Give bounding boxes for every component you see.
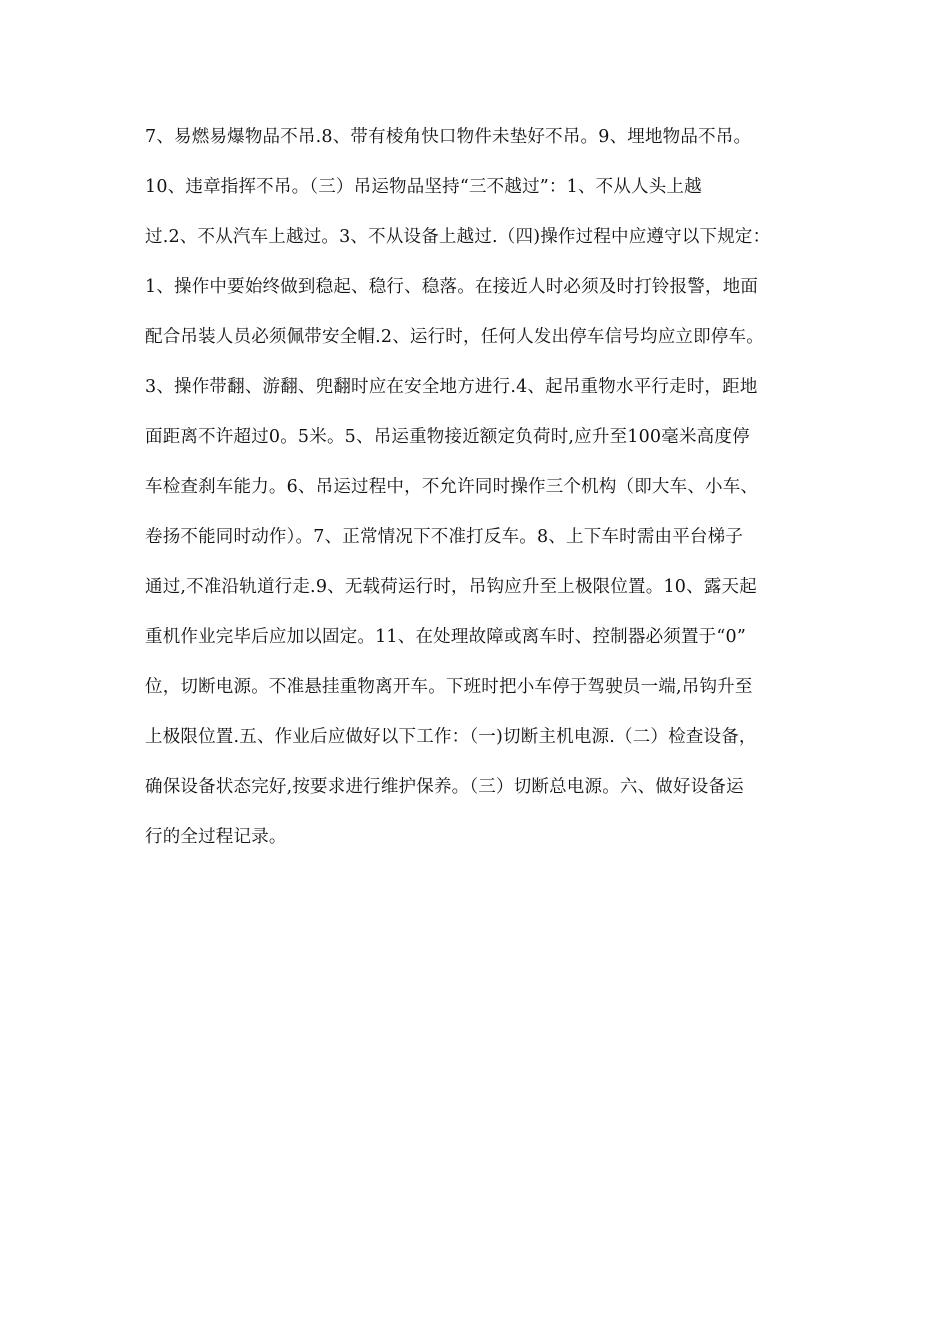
text-line: 10、违章指挥不吊。（三）吊运物品坚持“三不越过”：1、不从人头上越	[145, 177, 702, 197]
text-line: 过.2、不从汽车上越过。3、不从设备上越过.（四)操作过程中应遵守以下规定：	[145, 227, 771, 247]
text-line: 位，切断电源。不准悬挂重物离开车。下班时把小车停于驾驶员一端,吊钩升至	[145, 677, 753, 697]
text-line: 配合吊装人员必须佩带安全帽.2、运行时，任何人发出停车信号均应立即停车。	[145, 327, 764, 347]
text-line: 通过,不准沿轨道行走.9、无载荷运行时，吊钩应升至上极限位置。10、露天起	[145, 577, 757, 597]
text-line: 行的全过程记录。	[145, 827, 287, 847]
text-line: 确保设备状态完好,按要求进行维护保养。（三）切断总电源。六、做好设备运	[145, 777, 744, 797]
text-line: 1、操作中要始终做到稳起、稳行、稳落。在接近人时必须及时打铃报警，地面	[145, 277, 759, 297]
text-line: 7、易燃易爆物品不吊.8、带有棱角快口物件未垫好不吊。9、埋地物品不吊。	[145, 127, 752, 147]
text-line: 3、操作带翻、游翻、兜翻时应在安全地方进行.4、起吊重物水平行走时，距地	[145, 377, 758, 397]
text-line: 车检查刹车能力。6、吊运过程中，不允许同时操作三个机构（即大车、小车、	[145, 477, 759, 497]
text-line: 上极限位置.五、作业后应做好以下工作：（一)切断主机电源.（二）检查设备，	[145, 727, 757, 747]
text-line: 卷扬不能同时动作）。7、正常情况下不准打反车。8、上下车时需由平台梯子	[145, 527, 744, 547]
body-text	[145, 120, 835, 870]
text-line: 面距离不许超过0。5米。5、吊运重物接近额定负荷时,应升至100毫米高度停	[145, 427, 750, 447]
text-line: 重机作业完毕后应加以固定。11、在处理故障或离车时、控制器必须置于“0”	[145, 627, 746, 647]
